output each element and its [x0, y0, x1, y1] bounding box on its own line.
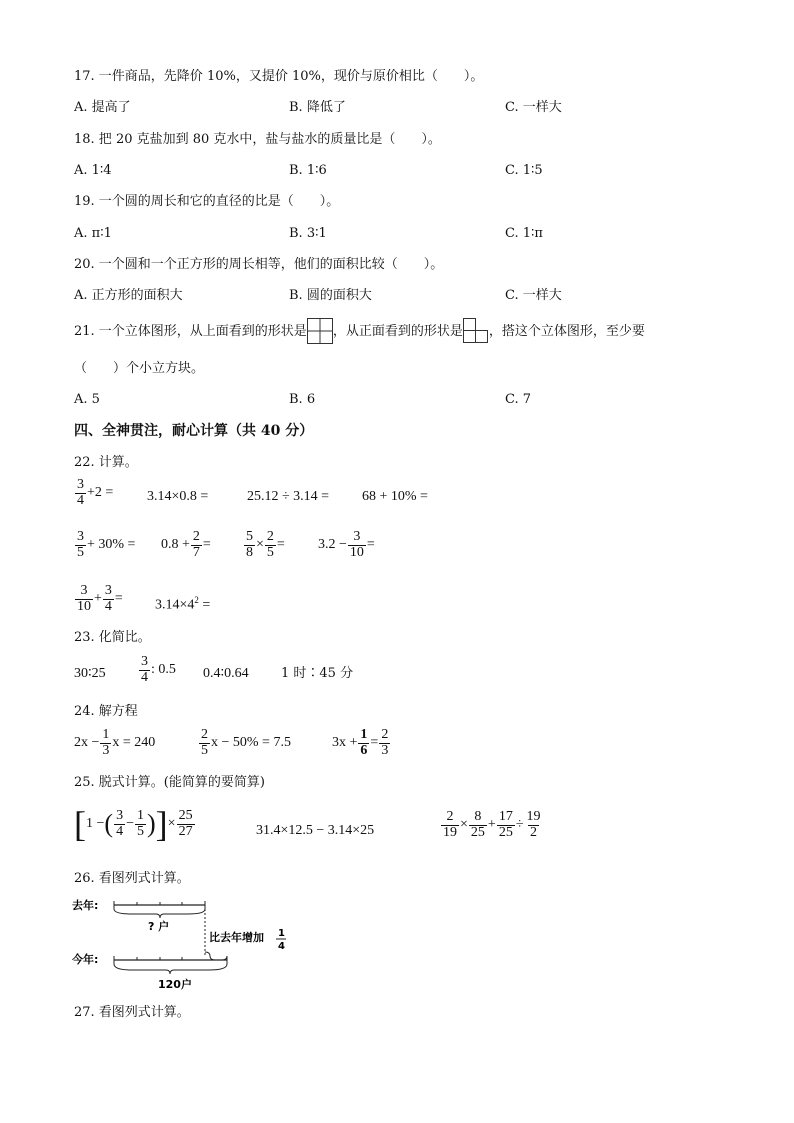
q25-title: 25. 脱式计算。(能简算的要简算): [74, 775, 265, 790]
q21-option-b[interactable]: B. 6: [289, 392, 316, 407]
q22-expr: 3.14×0.8 =: [147, 489, 209, 504]
q24-eq-2: $\frac{2}{5}$ x − 50% = 7.5: [201, 727, 291, 758]
q22-row1: [74, 478, 113, 508]
increase-label: 比去年增加: [209, 931, 264, 944]
top-view-figure: [307, 318, 333, 344]
q19-option-a[interactable]: A. π∶1: [74, 226, 112, 241]
q21-text-1: 21. 一个立体图形，从上面看到的形状是: [74, 323, 307, 339]
q18-stem: 18. 把 20 克盐加到 80 克水中，盐与盐水的质量比是（ ）。: [74, 132, 441, 147]
unknown-label: ? 户: [148, 920, 170, 933]
q26-title: 26. 看图列式计算。: [74, 871, 190, 886]
q18-option-b[interactable]: B. 1∶6: [289, 163, 327, 178]
q27-title: 27. 看图列式计算。: [74, 1005, 190, 1020]
q19-option-b[interactable]: B. 3∶1: [289, 226, 327, 241]
q25-expr-3: $\frac{2}{19}$ × $\frac{8}{25}$ + $\frac{17}{25}$ ÷ $\frac{19}{2}$: [443, 809, 541, 840]
top-view-grid-icon: [308, 319, 332, 343]
q24-title: 24. 解方程: [74, 704, 138, 719]
q18-option-c[interactable]: C. 1∶5: [505, 163, 543, 178]
q20-option-c[interactable]: C. 一样大: [505, 288, 562, 303]
q23-expr: 30∶25: [74, 666, 106, 681]
q20-option-b[interactable]: B. 圆的面积大: [289, 288, 372, 303]
q20-stem: 20. 一个圆和一个正方形的周长相等，他们的面积比较（ ）。: [74, 257, 444, 272]
q22-row3-e1: $\frac{3}{10}$ + $\frac{3}{4}$ =: [77, 583, 123, 614]
q22-row2-e3: $\frac{5}{8}$ × $\frac{2}{5}$ =: [246, 529, 285, 560]
label-this-year: 今年:: [72, 953, 99, 966]
q22-expr: 25.12 ÷ 3.14 =: [247, 489, 330, 504]
q22-expr: 68 + 10% =: [362, 489, 428, 504]
q21-option-c[interactable]: C. 7: [505, 392, 532, 407]
q24-eq-3: 3x + $\frac{1}{6}$ = $\frac{2}{3}$: [332, 727, 389, 758]
total-label: 120户: [158, 978, 192, 991]
q19-stem: 19. 一个圆的周长和它的直径的比是（ ）。: [74, 194, 340, 209]
q21-text-2: ，从正面看到的形状是: [332, 323, 463, 339]
q17-stem: 17. 一件商品，先降价 10%，又提价 10%，现价与原价相比（ ）。: [74, 69, 484, 84]
q21-stem: [74, 318, 645, 344]
brace-last-year: [114, 909, 205, 918]
q17-option-a[interactable]: A. 提高了: [74, 100, 131, 115]
q20-option-a[interactable]: A. 正方形的面积大: [74, 288, 183, 303]
brace-this-year: [114, 964, 227, 974]
label-last-year: 去年:: [72, 899, 99, 912]
q26-line-diagram: [72, 894, 302, 994]
q25-expr-1: [ 1 − ( $\frac{3}{4}$ − $\frac{1}{5}$ ) ] × $\frac{25}{27}$: [74, 804, 193, 844]
q22-row2-e2: 0.8 + $\frac{2}{7}$ =: [161, 529, 211, 560]
q24-eq-1: 2x − $\frac{1}{3}$ x = 240: [74, 727, 156, 758]
q19-option-c[interactable]: C. 1∶π: [505, 226, 543, 241]
q22-row3-e2: $3.14\times 4^2$ =: [155, 595, 211, 613]
q17-option-b[interactable]: B. 降低了: [289, 100, 346, 115]
q17-option-c[interactable]: C. 一样大: [505, 100, 562, 115]
q22-row2-e1: $\frac{3}{5}$ + 30% =: [77, 529, 136, 560]
increase-frac-num: 1: [278, 928, 285, 939]
q23-expr-2: $\frac{3}{4}$ : 0.5: [141, 654, 176, 685]
fraction: $\frac{3}{4}$: [77, 477, 84, 508]
q23-expr: 1 时∶45 分: [281, 666, 354, 681]
section-heading: 四、全神贯注，耐心计算（共 40 分）: [74, 423, 314, 439]
q21-text-3: ，搭这个立体图形，至少要: [488, 323, 645, 339]
q25-expr-2: 31.4×12.5 − 3.14×25: [256, 823, 375, 838]
q22-row2-e4: 3.2 − $\frac{3}{10}$ =: [318, 529, 375, 560]
q23-title: 23. 化简比。: [74, 630, 151, 645]
q23-expr: 0.4∶0.64: [203, 666, 249, 681]
increase-frac-den: 4: [278, 941, 285, 952]
q21-line2: （ ）个小立方块。: [74, 361, 205, 376]
q21-option-a[interactable]: A. 5: [74, 392, 100, 407]
q22-title: 22. 计算。: [74, 455, 138, 470]
expr-text: +2 =: [87, 485, 114, 501]
q18-option-a[interactable]: A. 1∶4: [74, 163, 112, 178]
front-view-figure: [463, 318, 489, 344]
